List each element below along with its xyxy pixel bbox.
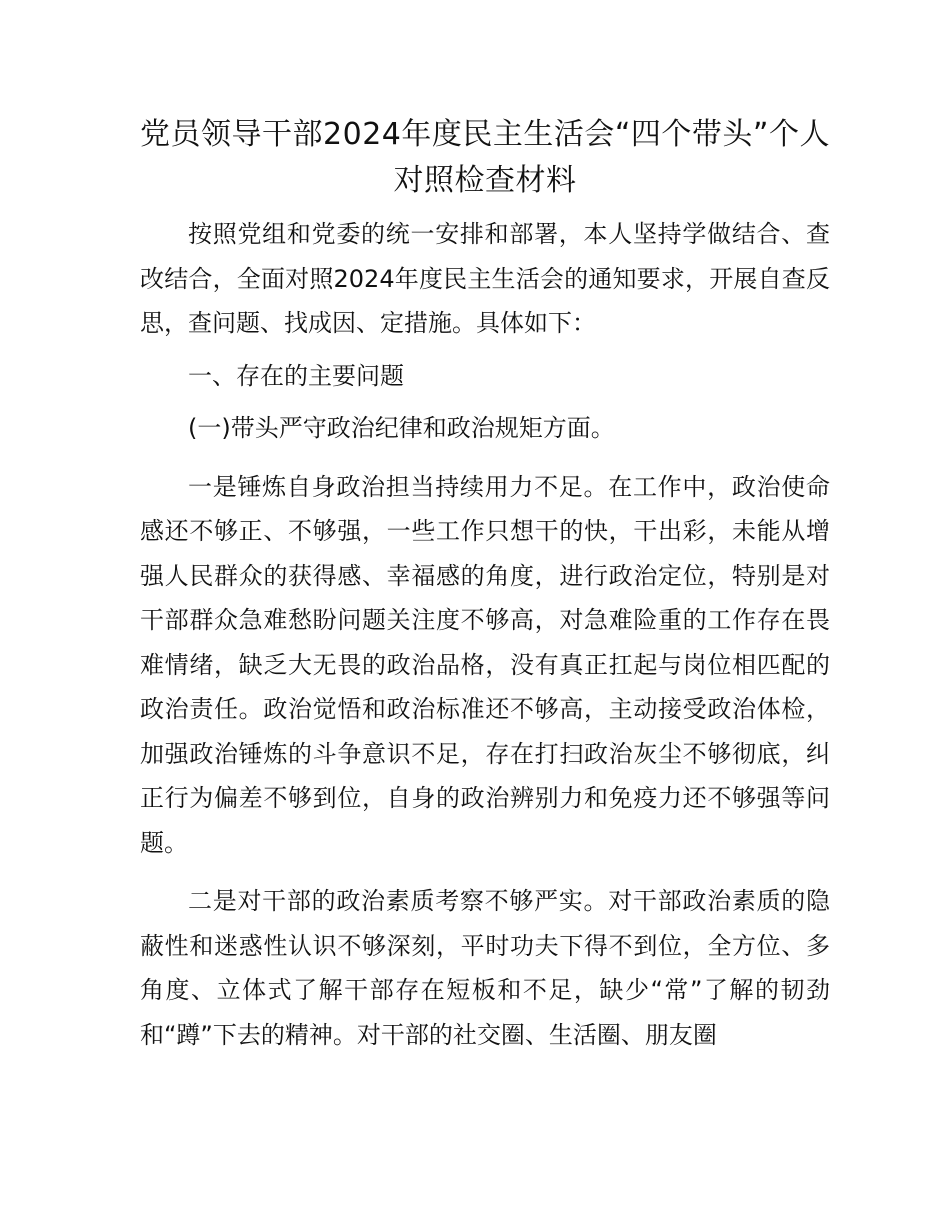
point-paragraph-1: 一是锤炼自身政治担当持续用力不足。在工作中，政治使命感还不够正、不够强，一些工作只想干的快，干出彩，未能从增强人民群众的获得感、幸福感的角度，进行政治定位，特别是对干部群众急难愁盼问题关注度不够高，对急难险重的工作存在畏难情绪，缺乏大无畏的政治品格，没有真正扛起与岗位相匹配的政治责任。政治觉悟和政治标准还不够高，主动接受政治体检，加强政治锤炼的斗争意识不足，存在打扫政治灰尘不够彻底，纠正行为偏差不够到位，自身的政治辨别力和免疫力还不够强等问题。 (140, 472, 830, 857)
point-paragraph-2: 二是对干部的政治素质考察不够严实。对干部政治素质的隐蔽性和迷惑性认识不够深刻，平时功夫下得不到位，全方位、多角度、立体式了解干部存在短板和不足，缺少“常”了解的韧劲和“蹲”下去的精神。对干部的社交圈、生活圈、朋友圈 (140, 887, 830, 1049)
subsection-heading-political-discipline: (一)带头严守政治纪律和政治规矩方面。 (188, 414, 615, 442)
intro-paragraph: 按照党组和党委的统一安排和部署，本人坚持学做结合、查改结合，全面对照2024年度民主生活会的通知要求，开展自查反思，查问题、找成因、定措施。具体如下： (140, 220, 830, 337)
document-title: 党员领导干部2024年度民主生活会“四个带头”个人对照检查材料 (140, 117, 830, 198)
section-heading-problems: 一、存在的主要问题 (188, 361, 404, 390)
document-body (140, 112, 830, 1057)
